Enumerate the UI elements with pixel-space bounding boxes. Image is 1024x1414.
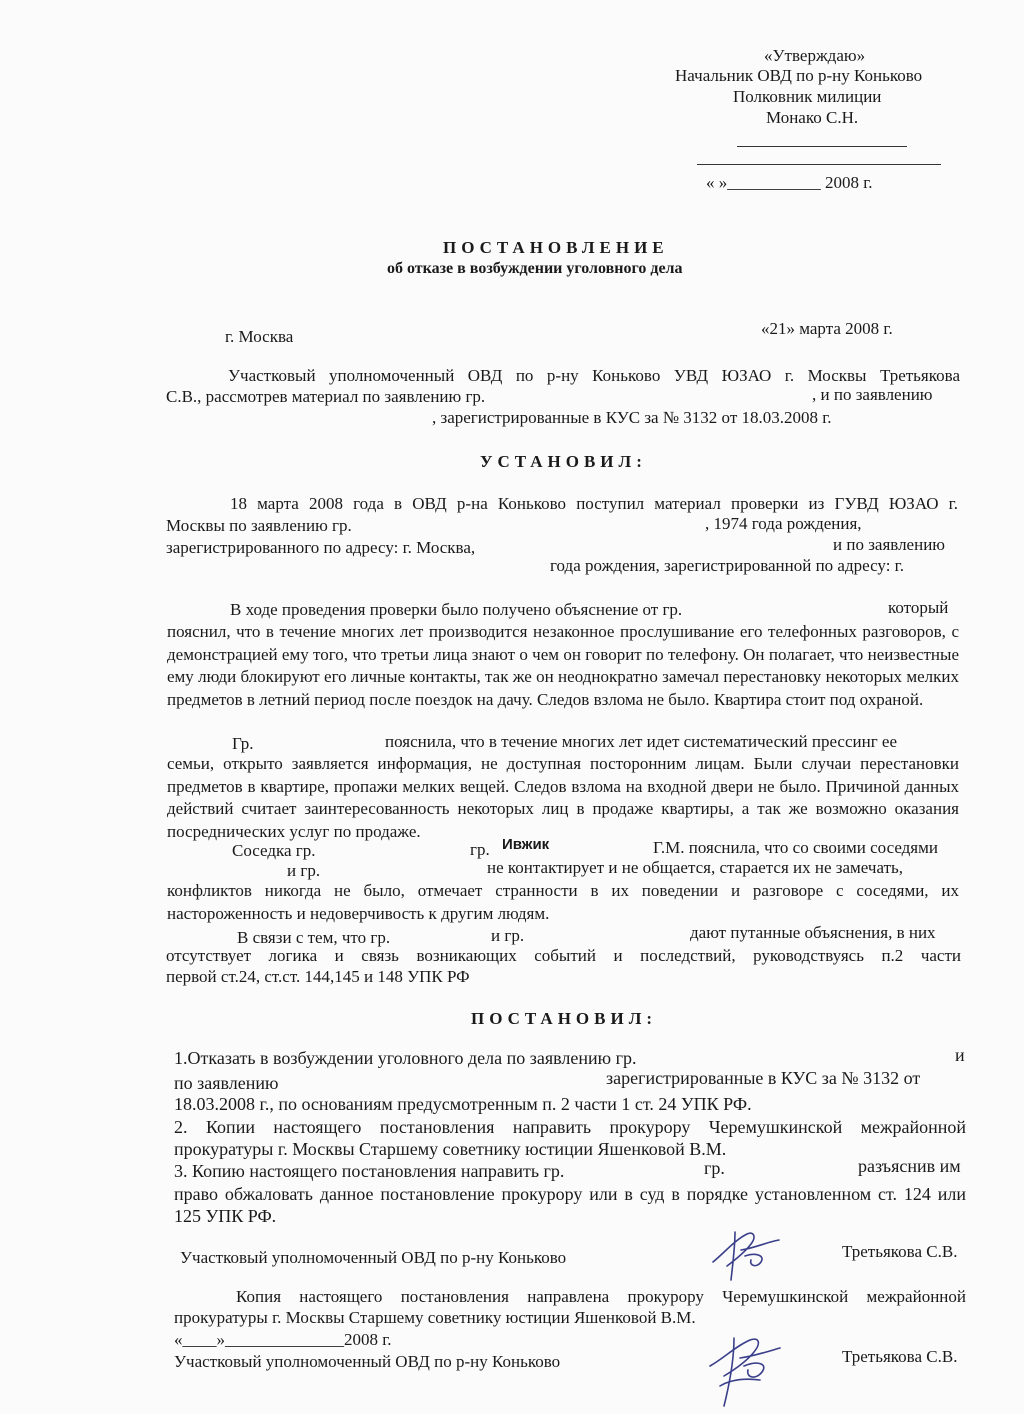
document-date: «21» марта 2008 г. [761,319,893,338]
established-p1-line-2b: , 1974 года рождения, [705,514,862,533]
approval-rank: Полковник милиции [733,87,882,106]
approval-underline [697,164,941,165]
intro-line-3: , зарегистрированные в КУС за № 3132 от 18.03.2008 г. [432,408,832,427]
resolved-item1-line-3: 18.03.2008 г., по основаниям предусмотренным п. 2 части 1 ст. 24 УПК РФ. [174,1094,752,1114]
established-p2-line-1b: который [888,598,949,617]
copy-note-date: «____»______________2008 г. [174,1330,392,1349]
approval-name: Монако С.Н. [766,108,859,127]
established-p2-body: пояснил, что в течение многих лет производится незаконное прослушивание его телефонных разговоров, с демонстрацией ему того, что третьи лица знают о чем он говорит по телефону. Он полагает, что неизвестные ему люди блокируют его личные контакты, так же он неоднократно замечал перестановку некоторых мелких предметов в летний период после поездок на дачу. Следов взлома не было. Квартира стоит под охраной. [167,622,959,709]
established-p5-line-3: первой ст.24, ст.ст. 144,145 и 148 УПК РФ [166,967,470,986]
intro-line-1: Участковый уполномоченный ОВД по р-ну Коньково УВД ЮЗАО г. Москвы Третьякова [228,366,960,385]
established-p4-line-1c: Г.М. пояснила, что со своими соседями [653,838,938,857]
established-p5-line-1a: В связи с тем, что гр. [237,928,391,947]
established-p4-line-2b: не контактирует и не общается, старается их не замечать, [487,858,904,877]
approval-heading: «Утверждаю» [764,46,866,65]
established-p1-line-2a: Москвы по заявлению гр. [166,516,352,535]
established-p4-line-2a: и гр. [287,861,321,880]
established-heading: УСТАНОВИЛ: [480,452,647,471]
resolved-item3-body: право обжаловать данное постановление прокурору или в суд в порядке установленном ст. 124 или 125 УПК РФ. [174,1184,966,1226]
established-p3-line-1a: Гр. [232,734,254,753]
resolved-item1-line-2a: по заявлению [174,1073,279,1093]
signer-name-2: Третьякова С.В. [842,1347,958,1366]
established-p1-line-3a: зарегистрированного по адресу: г. Москва, [166,538,476,557]
resolved-item1-line-1a: 1.Отказать в возбуждении уголовного дела по заявлению гр. [174,1048,637,1068]
established-p5-line-1b: и гр. [491,926,525,945]
signature-1-icon [705,1222,785,1284]
intro-line-2a: С.В., рассмотрев материал по заявлению гр. [166,387,486,406]
established-p1-line-1: 18 марта 2008 года в ОВД р-на Коньково поступил материал проверки из ГУВД ЮЗАО г. [230,494,958,513]
approval-position: Начальник ОВД по р-ну Коньково [675,66,923,85]
neighbor-name: Ивжик [502,836,550,853]
established-p2-line-1a: В ходе проведения проверки было получено объяснение от гр. [230,600,683,619]
established-p3-line-1b: пояснила, что в течение многих лет идет систематический прессинг ее [385,732,898,751]
signer-name-1: Третьякова С.В. [842,1242,958,1261]
document-subtitle: об отказе в возбуждении уголовного дела [387,260,683,277]
resolved-item2: 2. Копии настоящего постановления направить прокурору Черемушкинской межрайонной прокуратуры г. Москвы Старшему советнику юстиции Яшенковой В.М. [174,1117,966,1159]
established-p5-line-1c: дают путанные объяснения, в них [690,923,936,942]
resolved-item1-line-2b: зарегистрированные в КУС за № 3132 от [606,1068,921,1088]
established-p3-body: семьи, открыто заявляется информация, не доступная посторонним лицам. Были случаи перестановки предметов в квартире, пропажи мелких вещей. Следов взлома на входной двери не было. Причиной данных действий считает заинтересованность некоторых лиц в продаже квартиры, а так же возможно оказания посреднических услуг по продаже. [167,754,959,841]
resolved-item3-line-1c: разъяснив им [858,1156,961,1176]
approval-date: « »___________ 2008 г. [706,173,873,192]
resolved-item3-line-1a: 3. Копию настоящего постановления направить гр. [174,1161,565,1181]
signer-position-1: Участковый уполномоченный ОВД по р-ну Коньково [180,1248,567,1267]
resolved-heading: ПОСТАНОВИЛ: [471,1009,658,1028]
approval-signature-line [737,146,907,147]
established-p5-line-2: отсутствует логика и связь возникающих событий и последствий, руководствуясь п.2 части [166,946,961,965]
copy-note: Копия настоящего постановления направлена прокурору Черемушкинской межрайонной прокуратуры г. Москвы Старшему советнику юстиции Яшенковой В.М. [174,1287,966,1327]
established-p1-line-4: года рождения, зарегистрированной по адресу: г. [550,556,904,575]
resolved-item3-line-1b: гр. [704,1158,725,1178]
established-p1-line-3b: и по заявлению [833,535,946,554]
established-p4-line-1b: гр. [470,840,490,859]
established-p4-line-1a: Соседка гр. [232,841,316,860]
city: г. Москва [225,327,294,346]
signer-position-2: Участковый уполномоченный ОВД по р-ну Коньково [174,1352,561,1371]
signature-2-icon [700,1330,788,1410]
intro-line-2b: , и по заявлению [812,385,933,404]
resolved-item1-line-1b: и [955,1045,965,1065]
established-p4-body: конфликтов никогда не было, отмечает странности в их поведении и разговоре с соседями, их настороженность и недоверчивость к другим людям. [167,881,959,923]
document-title: ПОСТАНОВЛЕНИЕ [443,238,669,257]
